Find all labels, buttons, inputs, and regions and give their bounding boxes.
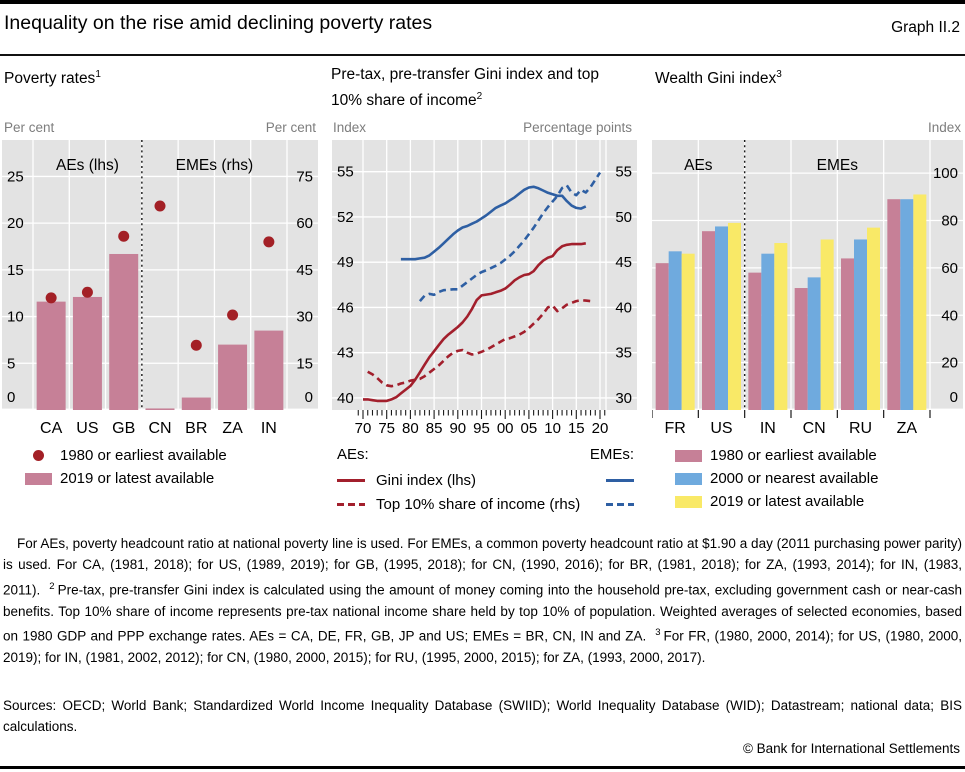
svg-text:40: 40 bbox=[941, 307, 958, 325]
svg-text:20: 20 bbox=[591, 420, 609, 437]
svg-text:55: 55 bbox=[615, 163, 632, 181]
poverty-bar-CA bbox=[37, 302, 66, 410]
poverty-bar-GB bbox=[109, 254, 138, 410]
wealth-legend bbox=[675, 444, 878, 513]
svg-text:BR: BR bbox=[185, 420, 208, 437]
legend-item-1980: 1980 or earliest available bbox=[25, 444, 227, 467]
panel-title-poverty: Poverty rates$^1$ bbox=[4, 69, 101, 88]
axis-unit-percent-left: Per cent bbox=[4, 120, 55, 135]
wealth-bar-FR-2 bbox=[682, 254, 695, 410]
legend-blue-solid-line-icon bbox=[606, 479, 634, 482]
svg-text:43: 43 bbox=[337, 344, 354, 362]
footnote-ref-1: 1 bbox=[95, 69, 101, 80]
wealth-bar-US-2 bbox=[728, 223, 741, 410]
footnotes bbox=[3, 533, 962, 668]
svg-text:40: 40 bbox=[615, 299, 632, 317]
axis-unit-index-middle: Index bbox=[333, 120, 367, 135]
svg-text:AEs: AEs bbox=[684, 157, 713, 174]
svg-text:45: 45 bbox=[296, 261, 313, 279]
svg-text:10: 10 bbox=[544, 420, 561, 437]
wealth-bar-ZA-0 bbox=[887, 199, 900, 410]
panel-title-wealth: Wealth Gini index$^3$ bbox=[655, 69, 782, 88]
poverty-bar-US bbox=[73, 297, 102, 410]
legend-emes-header: EMEs: bbox=[589, 446, 634, 463]
poverty-dot-BR bbox=[191, 340, 202, 351]
legend-bar-swatch-icon bbox=[25, 473, 52, 485]
svg-text:15: 15 bbox=[7, 261, 24, 279]
svg-text:00: 00 bbox=[496, 420, 514, 437]
legend-item-2000: 2000 or nearest available bbox=[675, 467, 878, 490]
svg-text:0: 0 bbox=[949, 389, 958, 406]
svg-text:75: 75 bbox=[296, 168, 313, 186]
gini-legend bbox=[332, 444, 637, 524]
legend-item-2019: 2019 or latest available bbox=[675, 490, 878, 513]
gini-chart-svg bbox=[332, 140, 637, 440]
footnote-ref-3: 3 bbox=[776, 69, 782, 80]
svg-text:FR: FR bbox=[664, 420, 686, 437]
poverty-bar-IN bbox=[254, 331, 283, 410]
legend-red-dashed-line-icon bbox=[337, 503, 365, 506]
svg-text:46: 46 bbox=[337, 299, 354, 317]
svg-text:60: 60 bbox=[296, 215, 313, 233]
legend-red-solid-line-icon bbox=[337, 479, 365, 482]
svg-text:75: 75 bbox=[378, 420, 396, 437]
poverty-legend bbox=[25, 444, 227, 490]
svg-text:EMEs: EMEs bbox=[816, 157, 859, 174]
wealth-bar-IN-1 bbox=[761, 254, 774, 410]
svg-text:100: 100 bbox=[932, 165, 958, 183]
svg-text:40: 40 bbox=[337, 389, 354, 407]
svg-text:95: 95 bbox=[473, 420, 490, 437]
svg-text:05: 05 bbox=[520, 420, 538, 437]
footnote-3-marker: 3 bbox=[655, 627, 661, 639]
wealth-bar-FR-0 bbox=[656, 263, 669, 410]
svg-text:80: 80 bbox=[402, 420, 419, 437]
svg-text:IN: IN bbox=[260, 420, 277, 437]
legend-pink-swatch-icon bbox=[675, 450, 702, 462]
svg-text:20: 20 bbox=[7, 215, 24, 233]
poverty-chart-svg bbox=[2, 140, 318, 440]
svg-text:US: US bbox=[76, 420, 99, 437]
svg-text:45: 45 bbox=[615, 254, 632, 272]
graph-number: Graph II.2 bbox=[891, 19, 960, 36]
svg-text:IN: IN bbox=[759, 420, 776, 437]
wealth-bar-RU-2 bbox=[867, 228, 880, 410]
svg-text:CN: CN bbox=[148, 420, 172, 437]
svg-text:52: 52 bbox=[337, 208, 354, 226]
svg-text:CA: CA bbox=[40, 420, 63, 437]
bottom-border-bar bbox=[0, 766, 965, 769]
svg-text:30: 30 bbox=[296, 308, 313, 326]
svg-text:GB: GB bbox=[112, 420, 136, 437]
svg-text:35: 35 bbox=[615, 344, 632, 362]
svg-text:25: 25 bbox=[7, 168, 24, 186]
svg-text:US: US bbox=[710, 420, 733, 437]
wealth-chart-svg bbox=[652, 140, 963, 440]
wealth-bar-CN-2 bbox=[821, 239, 834, 410]
svg-text:15: 15 bbox=[296, 355, 313, 373]
svg-text:EMEs (rhs): EMEs (rhs) bbox=[175, 157, 254, 174]
footnote-ref-2: 2 bbox=[476, 91, 483, 102]
legend-item-2019: 2019 or latest available bbox=[25, 467, 227, 490]
svg-text:85: 85 bbox=[425, 420, 443, 437]
axis-unit-percent-right: Per cent bbox=[265, 120, 316, 135]
legend-item-1980: 1980 or earliest available bbox=[675, 444, 878, 467]
axis-unit-percentage-points: Percentage points bbox=[523, 120, 632, 135]
poverty-dot-US bbox=[82, 287, 93, 298]
svg-text:49: 49 bbox=[337, 254, 354, 272]
wealth-bar-ZA-2 bbox=[913, 194, 926, 410]
svg-text:60: 60 bbox=[941, 259, 958, 277]
svg-text:30: 30 bbox=[615, 389, 632, 407]
poverty-dot-CA bbox=[46, 292, 57, 303]
footnote-3-text: For FR, (1980, 2000, 2014); for US, (1980, 2000, 2019); for IN, (1981, 2002, 2012); for CN, (1980, 2000, 2015); for RU, (1995, 2000, 2015); for ZA, (1993, 2000, 2017). bbox=[3, 628, 962, 666]
svg-text:55: 55 bbox=[337, 163, 354, 181]
svg-text:50: 50 bbox=[615, 208, 632, 226]
poverty-bar-ZA bbox=[218, 345, 247, 410]
page-title: Inequality on the rise amid declining poverty rates bbox=[4, 12, 433, 34]
wealth-bar-RU-1 bbox=[854, 239, 867, 410]
poverty-dot-ZA bbox=[227, 310, 238, 321]
wealth-bar-US-0 bbox=[702, 231, 715, 410]
title-divider bbox=[0, 54, 965, 56]
poverty-bar-CN bbox=[146, 408, 175, 410]
svg-text:5: 5 bbox=[7, 355, 16, 373]
svg-text:20: 20 bbox=[941, 354, 958, 372]
wealth-bar-IN-0 bbox=[748, 273, 761, 410]
poverty-dot-CN bbox=[155, 201, 166, 212]
footnote-1-text: For AEs, poverty headcount ratio at national poverty line is used. For EMEs, a common poverty headcount ratio at $1.90 a day (2011 purchasing power parity) is used. For CA, (1981, 2018); for US, (1989, 2019); for GB, (1995, 2018); for CN, (1990, 2016); for BR, (1981, 2018); for ZA, (1993, 2014); for IN, (1983, 2011). bbox=[3, 536, 962, 598]
legend-row-top10: Top 10% share of income (rhs) bbox=[337, 494, 634, 514]
legend-aes-header: AEs: bbox=[337, 446, 369, 463]
wealth-bar-ZA-1 bbox=[900, 199, 913, 410]
top-border-bar bbox=[0, 0, 965, 4]
svg-text:ZA: ZA bbox=[222, 420, 243, 437]
wealth-bar-CN-0 bbox=[795, 288, 808, 410]
sources-line: Sources: OECD; World Bank; Standardized World Income Inequality Database (SWIID); World Inequality Database (WID); Datastream; national data; BIS calculations. bbox=[3, 698, 962, 735]
svg-text:0: 0 bbox=[7, 389, 16, 406]
legend-yellow-swatch-icon bbox=[675, 496, 702, 508]
svg-text:10: 10 bbox=[7, 308, 24, 326]
svg-text:90: 90 bbox=[449, 420, 467, 437]
poverty-bar-BR bbox=[182, 398, 211, 410]
wealth-bar-IN-2 bbox=[774, 243, 787, 410]
wealth-bar-FR-1 bbox=[669, 251, 682, 410]
axis-unit-index-right: Index bbox=[927, 120, 961, 135]
wealth-bar-US-1 bbox=[715, 226, 728, 410]
wealth-bar-RU-0 bbox=[841, 258, 854, 410]
svg-text:RU: RU bbox=[848, 420, 873, 437]
legend-dot-icon bbox=[33, 450, 44, 461]
copyright-notice: © Bank for International Settlements bbox=[742, 741, 960, 756]
svg-text:15: 15 bbox=[567, 420, 585, 437]
legend-blue-dashed-line-icon bbox=[606, 503, 634, 506]
svg-text:AEs (lhs): AEs (lhs) bbox=[55, 157, 119, 174]
footnote-2-marker: 2 bbox=[49, 580, 55, 592]
panel-title-gini: Pre-tax, pre-transfer Gini index and top 10% share of income$^2$ bbox=[331, 66, 599, 110]
legend-row-gini: Gini index (lhs) bbox=[337, 470, 634, 490]
poverty-dot-IN bbox=[263, 236, 274, 247]
svg-text:80: 80 bbox=[941, 212, 958, 230]
svg-text:ZA: ZA bbox=[896, 420, 918, 437]
svg-text:CN: CN bbox=[802, 420, 826, 437]
footnote-2-text: Pre-tax, pre-transfer Gini index is calculated using the amount of money coming into the household pre-tax, excluding government cash or near-cash benefits. Top 10% share of income represents pre-tax national income share held by top 10% of population. Weighted averages of selected economies, based on 1980 GDP and PPP exchange rates. AEs = CA, DE, FR, GB, JP and US; EMEs = BR, CN, IN and ZA. bbox=[3, 582, 962, 644]
legend-blue-swatch-icon bbox=[675, 473, 702, 485]
wealth-bar-CN-1 bbox=[808, 277, 821, 410]
poverty-dot-GB bbox=[118, 231, 129, 242]
svg-text:0: 0 bbox=[304, 389, 313, 406]
svg-text:70: 70 bbox=[354, 420, 372, 437]
